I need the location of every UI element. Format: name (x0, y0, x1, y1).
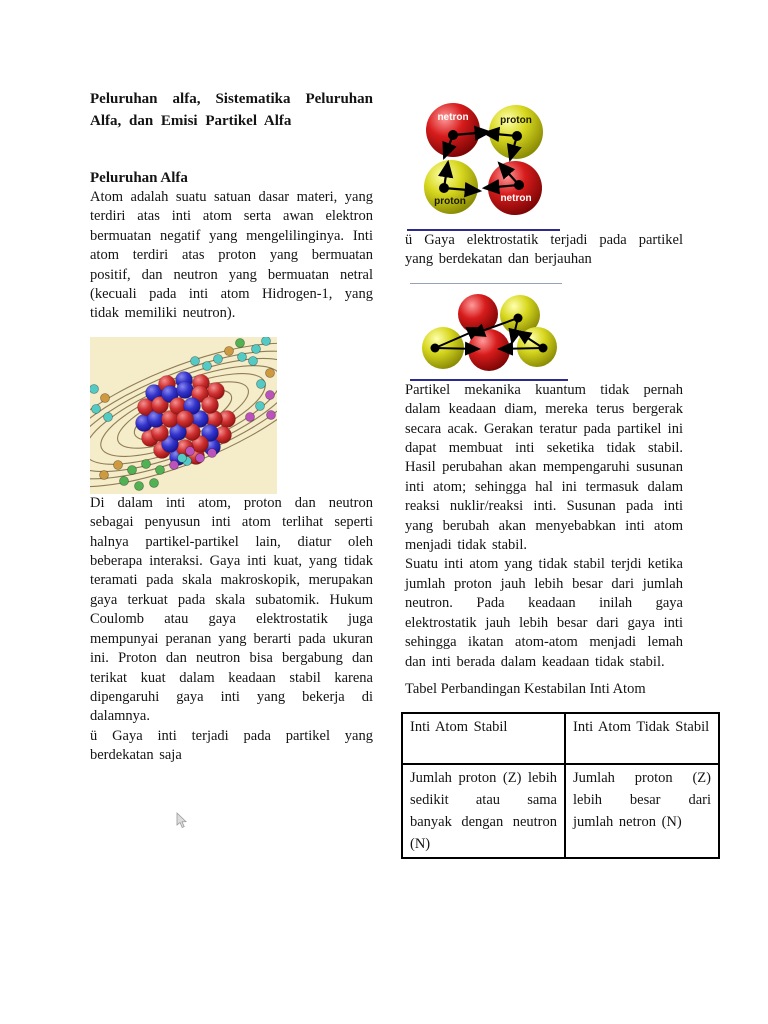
table-header-unstable: Inti Atom Tidak Stabil (565, 713, 719, 764)
paragraph-nuclear-forces: Di dalam inti atom, proton dan neutron sebagai penyusun inti atom terlihat seperti halnya partikel-partikel lain, diatur oleh beberapa interaksi. Gaya inti kuat, yang tidak teramati pada skala makroskopik, merupakan gaya terkuat pada skala subatomik. Hukum Coulomb atau gaya elektrostatik juga mempunyai peranan yang berarti pada ukuran ini. Proton dan neutron bisa bergabung dan terikat kuat dalam keadaan stabil karena dipengaruhi gaya inti yang bekerja di dalamnya. (90, 494, 373, 725)
table-header-row (402, 713, 719, 764)
table-row (402, 764, 719, 858)
paragraph-quantum-particles: Partikel mekanika kuantum tidak pernah dalam keadaan diam, mereka terus bergerak secara acak. Gerakan teratur pada partikel ini dapat membuat inti seketika tidak stabil. Hasil perubahan akan mempengaruhi susunan inti atom; sehingga hal ini termasuk dalam reaksi nuklir/reaksi inti. Susunan pada inti yang berubah akan menyebabkan inti atom menjadi tidak stabil. (405, 381, 683, 554)
particle-label-proton-bottom: proton (434, 196, 466, 207)
table-cell-stable-condition: Jumlah proton (Z) lebih sedikit atau sama banyak dengan neutron (N) (402, 764, 565, 858)
table-cell-unstable-condition: Jumlah proton (Z) lebih besar dari jumlah netron (N) (565, 764, 719, 858)
divider-line-light (410, 283, 562, 284)
bullet-gaya-elektrostatik: ü Gaya elektrostatik terjadi pada partikel yang berdekatan dan berjauhan (405, 232, 683, 268)
atom-nucleus-orbits-figure-image (90, 337, 277, 494)
left-column (90, 88, 373, 766)
mouse-cursor-icon (176, 812, 188, 829)
right-column (405, 88, 711, 859)
five-particles-figure-image (415, 291, 565, 373)
table-header-stable: Inti Atom Stabil (402, 713, 565, 764)
stability-comparison-table (401, 712, 720, 859)
table-caption: Tabel Perbandingan Kestabilan Inti Atom (405, 680, 646, 697)
paragraph-atom-definition: Atom adalah suatu satuan dasar materi, yang terdiri atas inti atom serta awan elektron bermuatan negatif yang mengelilinginya. Inti atom terdiri atas proton yang bermuatan positif, dan neutron yang bermuatan netral (kecuali pada inti atom Hidrogen-1, yang tidak memiliki neutron). (90, 189, 373, 322)
document-title: Peluruhan alfa, Sistematika Peluruhan Alfa, dan Emisi Partikel Alfa (90, 91, 373, 129)
paragraph-unstable-nucleus: Suatu inti atom yang tidak stabil terjdi ketika jumlah proton jauh lebih besar dari jumlah neutron. Pada keadaan inilah gaya elektrostatik jauh lebih besar dari gaya inti sehingga ikatan atom-atom menjadi lemah dan inti berada dalam keadaan tidak stabil. (405, 556, 683, 670)
bullet-gaya-inti: ü Gaya inti terjadi pada partikel yang berdekatan saja (90, 727, 373, 764)
four-particles-figure-image (420, 102, 548, 216)
particle-label-netron-top: netron (437, 112, 469, 123)
particle-label-netron-bottom: netron (500, 193, 532, 204)
particle-label-proton-top: proton (500, 115, 532, 126)
section-heading: Peluruhan Alfa (90, 170, 188, 186)
